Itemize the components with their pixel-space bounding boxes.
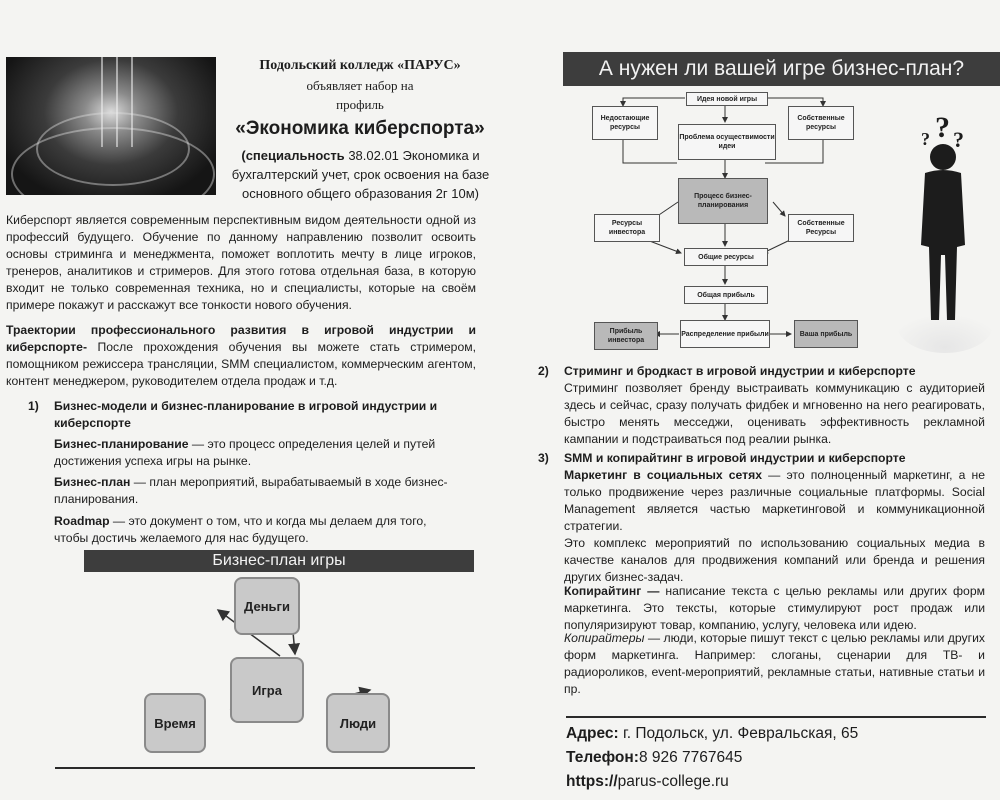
address-value: г. Подольск, ул. Февральская, 65 bbox=[618, 725, 859, 742]
roadmap-term: Roadmap bbox=[54, 514, 110, 528]
flow-idea: Идея новой игры bbox=[686, 92, 768, 106]
flow-distribution: Распределение прибыли bbox=[680, 320, 770, 348]
diagram-people-box: Люди bbox=[326, 693, 390, 753]
specialty-info bbox=[228, 146, 493, 203]
phone-line bbox=[566, 746, 986, 770]
item-2-text: Стриминг позволяет бренду выстраивать коммуникацию с аудиторией здесь и сейчас, сразу получать фидбек и мгновенно на него реагировать, быстро менять месседжи, оценивать эффективность рекламной кампании и подстраиваться под реалии рынка. bbox=[564, 381, 985, 446]
item-3-title: SMM и копирайтинг в игровой индустрии и киберспорте bbox=[564, 451, 906, 465]
flow-problem: Проблема осуществимости идеи bbox=[678, 124, 776, 160]
item-3-number: 3) bbox=[538, 451, 549, 465]
business-planning-text: — это процесс определения целей и путей достижения успеха игры на рынке. bbox=[54, 437, 436, 468]
announce-line-1: объявляет набор на bbox=[306, 78, 414, 93]
business-plan-bar: Бизнес-план игры bbox=[84, 550, 474, 572]
copywriting-definition bbox=[564, 583, 985, 634]
item-2-title: Стриминг и бродкаст в игровой индустрии и киберспорте bbox=[564, 364, 916, 378]
flow-your-profit: Ваша прибыль bbox=[794, 320, 858, 348]
address-label: Адрес: bbox=[566, 725, 619, 742]
business-plan-question-bar: А нужен ли вашей игре бизнес-план? bbox=[563, 52, 1000, 86]
esports-arena-photo bbox=[6, 57, 216, 195]
smm-definition bbox=[564, 467, 985, 535]
item-1-number: 1) bbox=[28, 399, 39, 413]
specialty-details: 38.02.01 Экономика и бухгалтерский учет, срок освоения на базе основного общего образования 2г 10м) bbox=[231, 148, 490, 201]
college-name: Подольский колледж «ПАРУС» bbox=[259, 58, 461, 73]
specialty-label: (специальность bbox=[241, 148, 345, 163]
copywriters-text: — люди, которые пишут текст с целью рекламы или других форм маркетинга. Например: слоганы, сценарии для ТВ- и радиороликов, event-мероприятий, рекламные статьи, нативные статьи и пр. bbox=[564, 631, 985, 696]
business-plan-term: Бизнес-план bbox=[54, 475, 131, 489]
copywriting-text: написание текста с целью рекламы или других форм маркетинга. Это тексты, которые стимулируют рост продаж или популяризируют товар, компанию, услугу, человека или идею. bbox=[564, 584, 985, 632]
flow-investor-resources: Ресурсы инвестора bbox=[594, 214, 660, 242]
business-plan-def bbox=[54, 474, 464, 508]
business-plan-text: — план мероприятий, вырабатываемый в ходе бизнес-планирования. bbox=[54, 475, 448, 506]
item-1-title: Бизнес-модели и бизнес-планирование в игровой индустрии и киберспорте bbox=[54, 399, 438, 430]
intro-paragraph: Киберспорт является современным перспективным видом деятельности одной из профессий будущего. Обучение по данному направлению позволит освоить основы стриминга и менеджмента, поможет воплотить мечту в лице игроков, тренеров, аналитиков и стримеров. Для этого готова отдельная база, в которую входит не только современная техника, но и специалисты, которые на своём примере покажут и расскажут все тонкости нового обучения. bbox=[6, 213, 476, 312]
flow-process: Процесс бизнес-планирования bbox=[678, 178, 768, 224]
svg-text:?: ? bbox=[935, 111, 950, 144]
copywriters-definition bbox=[564, 630, 985, 698]
copywriters-term: Копирайтеры bbox=[564, 631, 645, 645]
thinking-person-illustration bbox=[895, 105, 995, 355]
business-planning-def bbox=[54, 436, 464, 470]
trajectory-paragraph bbox=[6, 322, 476, 390]
roadmap-text: — это документ о том, что и когда мы делаем для того, чтобы достичь желаемого для нас будущего. bbox=[54, 514, 427, 545]
contacts-top-rule bbox=[566, 716, 986, 718]
diagram-time-box: Время bbox=[144, 693, 206, 753]
website-label: https:// bbox=[566, 773, 618, 790]
svg-text:?: ? bbox=[953, 127, 964, 152]
phone-label: Телефон: bbox=[566, 749, 639, 766]
flow-investor-profit: Прибыль инвестора bbox=[594, 322, 658, 350]
address-line bbox=[566, 722, 986, 746]
trajectory-text: После прохождения обучения вы можете стать стримером, помощником режиссера трансляции, SMM специалистом, коммерческим агентом, контент менеджером, руководителем отдела продаж и т.д. bbox=[6, 340, 476, 388]
website-link[interactable]: parus-college.ru bbox=[617, 773, 729, 790]
svg-text:?: ? bbox=[921, 129, 930, 149]
smm-text-2: Это комплекс мероприятий по использованию социальных медиа в качестве каналов для продвижения компаний или бренда и решения других бизнес-задач. bbox=[564, 536, 985, 584]
website-line[interactable] bbox=[566, 770, 986, 794]
flow-own-resources-top: Собственные ресурсы bbox=[788, 106, 854, 140]
phone-value: 8 926 7767645 bbox=[638, 749, 743, 766]
roadmap-def bbox=[54, 513, 464, 547]
flow-common-resources: Общие ресурсы bbox=[684, 248, 768, 266]
flow-own-resources-mid: Собственные Ресурсы bbox=[788, 214, 854, 242]
copywriting-term: Копирайтинг — bbox=[564, 584, 660, 598]
business-planning-term: Бизнес-планирование bbox=[54, 437, 189, 451]
smm-term: Маркетинг в социальных сетях bbox=[564, 468, 763, 482]
smm-text: — это полноценный маркетинг, а не только продвижение через различные социальные платформы. Social Management является частью маркетинговой и коммуникационной стратегии. bbox=[564, 468, 985, 533]
announce-line-2: профиль bbox=[336, 97, 384, 112]
profile-title: «Экономика киберспорта» bbox=[235, 118, 485, 139]
left-bottom-rule bbox=[55, 767, 475, 769]
trajectory-heading: Траектории профессионального развития в игровой индустрии и киберспорте- bbox=[6, 323, 476, 354]
flow-common-profit: Общая прибыль bbox=[684, 286, 768, 304]
diagram-game-box: Игра bbox=[230, 657, 304, 723]
flow-lack-resources: Недостающие ресурсы bbox=[592, 106, 658, 140]
item-2-number: 2) bbox=[538, 364, 549, 378]
diagram-money-box: Деньги bbox=[234, 577, 300, 635]
arrow-money-game bbox=[293, 632, 295, 654]
